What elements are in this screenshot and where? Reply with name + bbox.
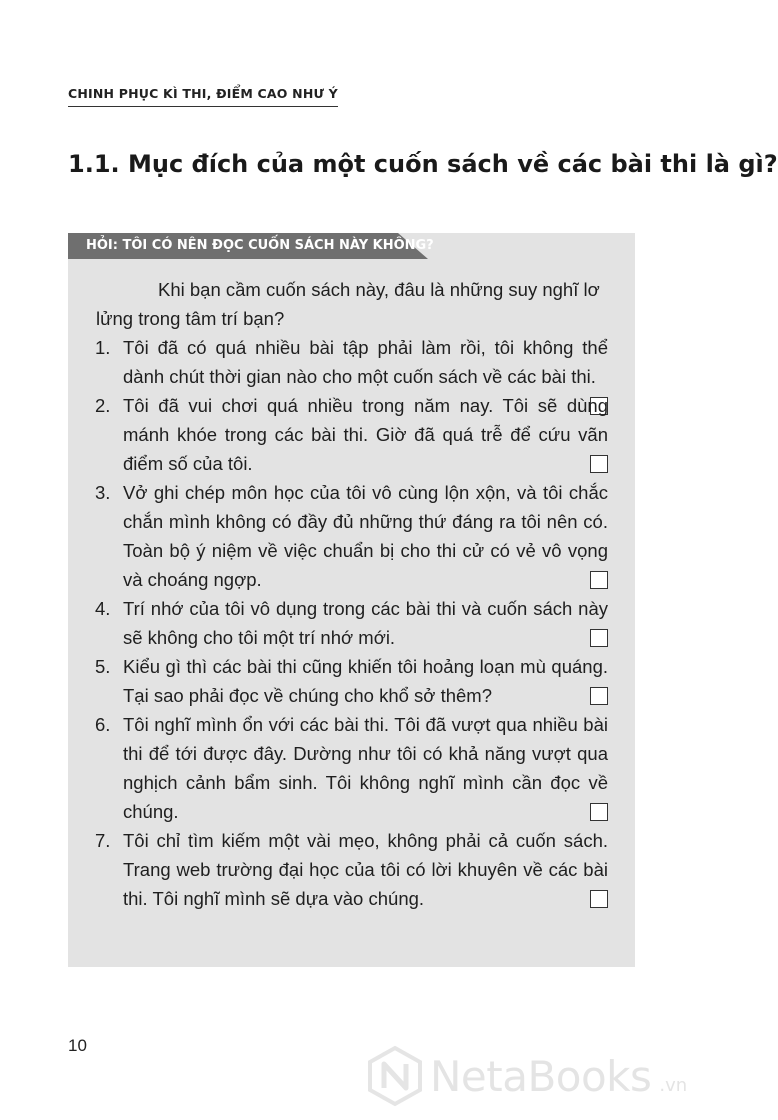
checklist-item xyxy=(68,478,635,594)
checklist-item xyxy=(68,710,635,826)
item-checkbox[interactable] xyxy=(590,803,608,821)
item-checkbox[interactable] xyxy=(590,571,608,589)
item-text: Tôi nghĩ mình ổn với các bài thi. Tôi đã vượt qua nhiều bài thi để tới được đây. Dường như tôi có khả năng vượt qua nghịch cảnh bẩm sinh. Tôi không nghĩ mình cần đọc về chúng. xyxy=(123,714,608,822)
checklist-item xyxy=(68,391,635,478)
checklist-item xyxy=(68,594,635,652)
checklist-item xyxy=(68,826,635,913)
item-text: Tôi chỉ tìm kiếm một vài mẹo, không phải cả cuốn sách. Trang web trường đại học của tôi có lời khuyên về các bài thi. Tôi nghĩ mình sẽ dựa vào chúng. xyxy=(123,830,608,909)
item-number: 4. xyxy=(95,598,111,619)
checklist-item xyxy=(68,652,635,710)
item-checkbox[interactable] xyxy=(590,687,608,705)
netabooks-logo-icon xyxy=(368,1046,422,1106)
watermark xyxy=(368,1046,687,1106)
intro-paragraph: Khi bạn cầm cuốn sách này, đâu là những suy nghĩ lơ lửng trong tâm trí bạn? xyxy=(96,279,600,329)
question-box xyxy=(68,233,635,967)
section-title: 1.1. Mục đích của một cuốn sách về các bài thi là gì? xyxy=(68,150,778,178)
item-checkbox[interactable] xyxy=(590,455,608,473)
running-header: CHINH PHỤC KÌ THI, ĐIỂM CAO NHƯ Ý xyxy=(68,86,338,107)
item-text: Tôi đã vui chơi quá nhiều trong năm nay. Tôi sẽ dùng mánh khóe trong các bài thi. Giờ đã quá trễ để cứu vãn điểm số của tôi. xyxy=(123,395,608,474)
watermark-suffix: .vn xyxy=(659,1075,688,1096)
item-checkbox[interactable] xyxy=(590,629,608,647)
checklist-item xyxy=(68,333,635,391)
item-number: 2. xyxy=(95,395,111,416)
watermark-text: NetaBooks xyxy=(430,1051,652,1101)
item-number: 3. xyxy=(95,482,111,503)
item-text: Trí nhớ của tôi vô dụng trong các bài thi và cuốn sách này sẽ không cho tôi một trí nhớ mới. xyxy=(123,598,608,648)
checklist xyxy=(68,333,635,913)
item-number: 6. xyxy=(95,714,111,735)
item-checkbox[interactable] xyxy=(590,890,608,908)
item-text: Tôi đã có quá nhiều bài tập phải làm rồi, tôi không thể dành chút thời gian nào cho một cuốn sách về các bài thi. xyxy=(123,337,608,387)
item-number: 1. xyxy=(95,337,111,358)
item-number: 5. xyxy=(95,656,111,677)
item-number: 7. xyxy=(95,830,111,851)
item-text: Kiểu gì thì các bài thi cũng khiến tôi hoảng loạn mù quáng. Tại sao phải đọc về chúng cho khổ sở thêm? xyxy=(123,656,608,706)
item-text: Vở ghi chép môn học của tôi vô cùng lộn xộn, và tôi chắc chắn mình không có đầy đủ những thứ đáng ra tôi nên có. Toàn bộ ý niệm về việc chuẩn bị cho thi cử có vẻ vô vọng và choáng ngợp. xyxy=(123,482,608,590)
page-number: 10 xyxy=(68,1036,87,1055)
question-tab-label: HỎI: TÔI CÓ NÊN ĐỌC CUỐN SÁCH NÀY KHÔNG? xyxy=(86,238,434,253)
